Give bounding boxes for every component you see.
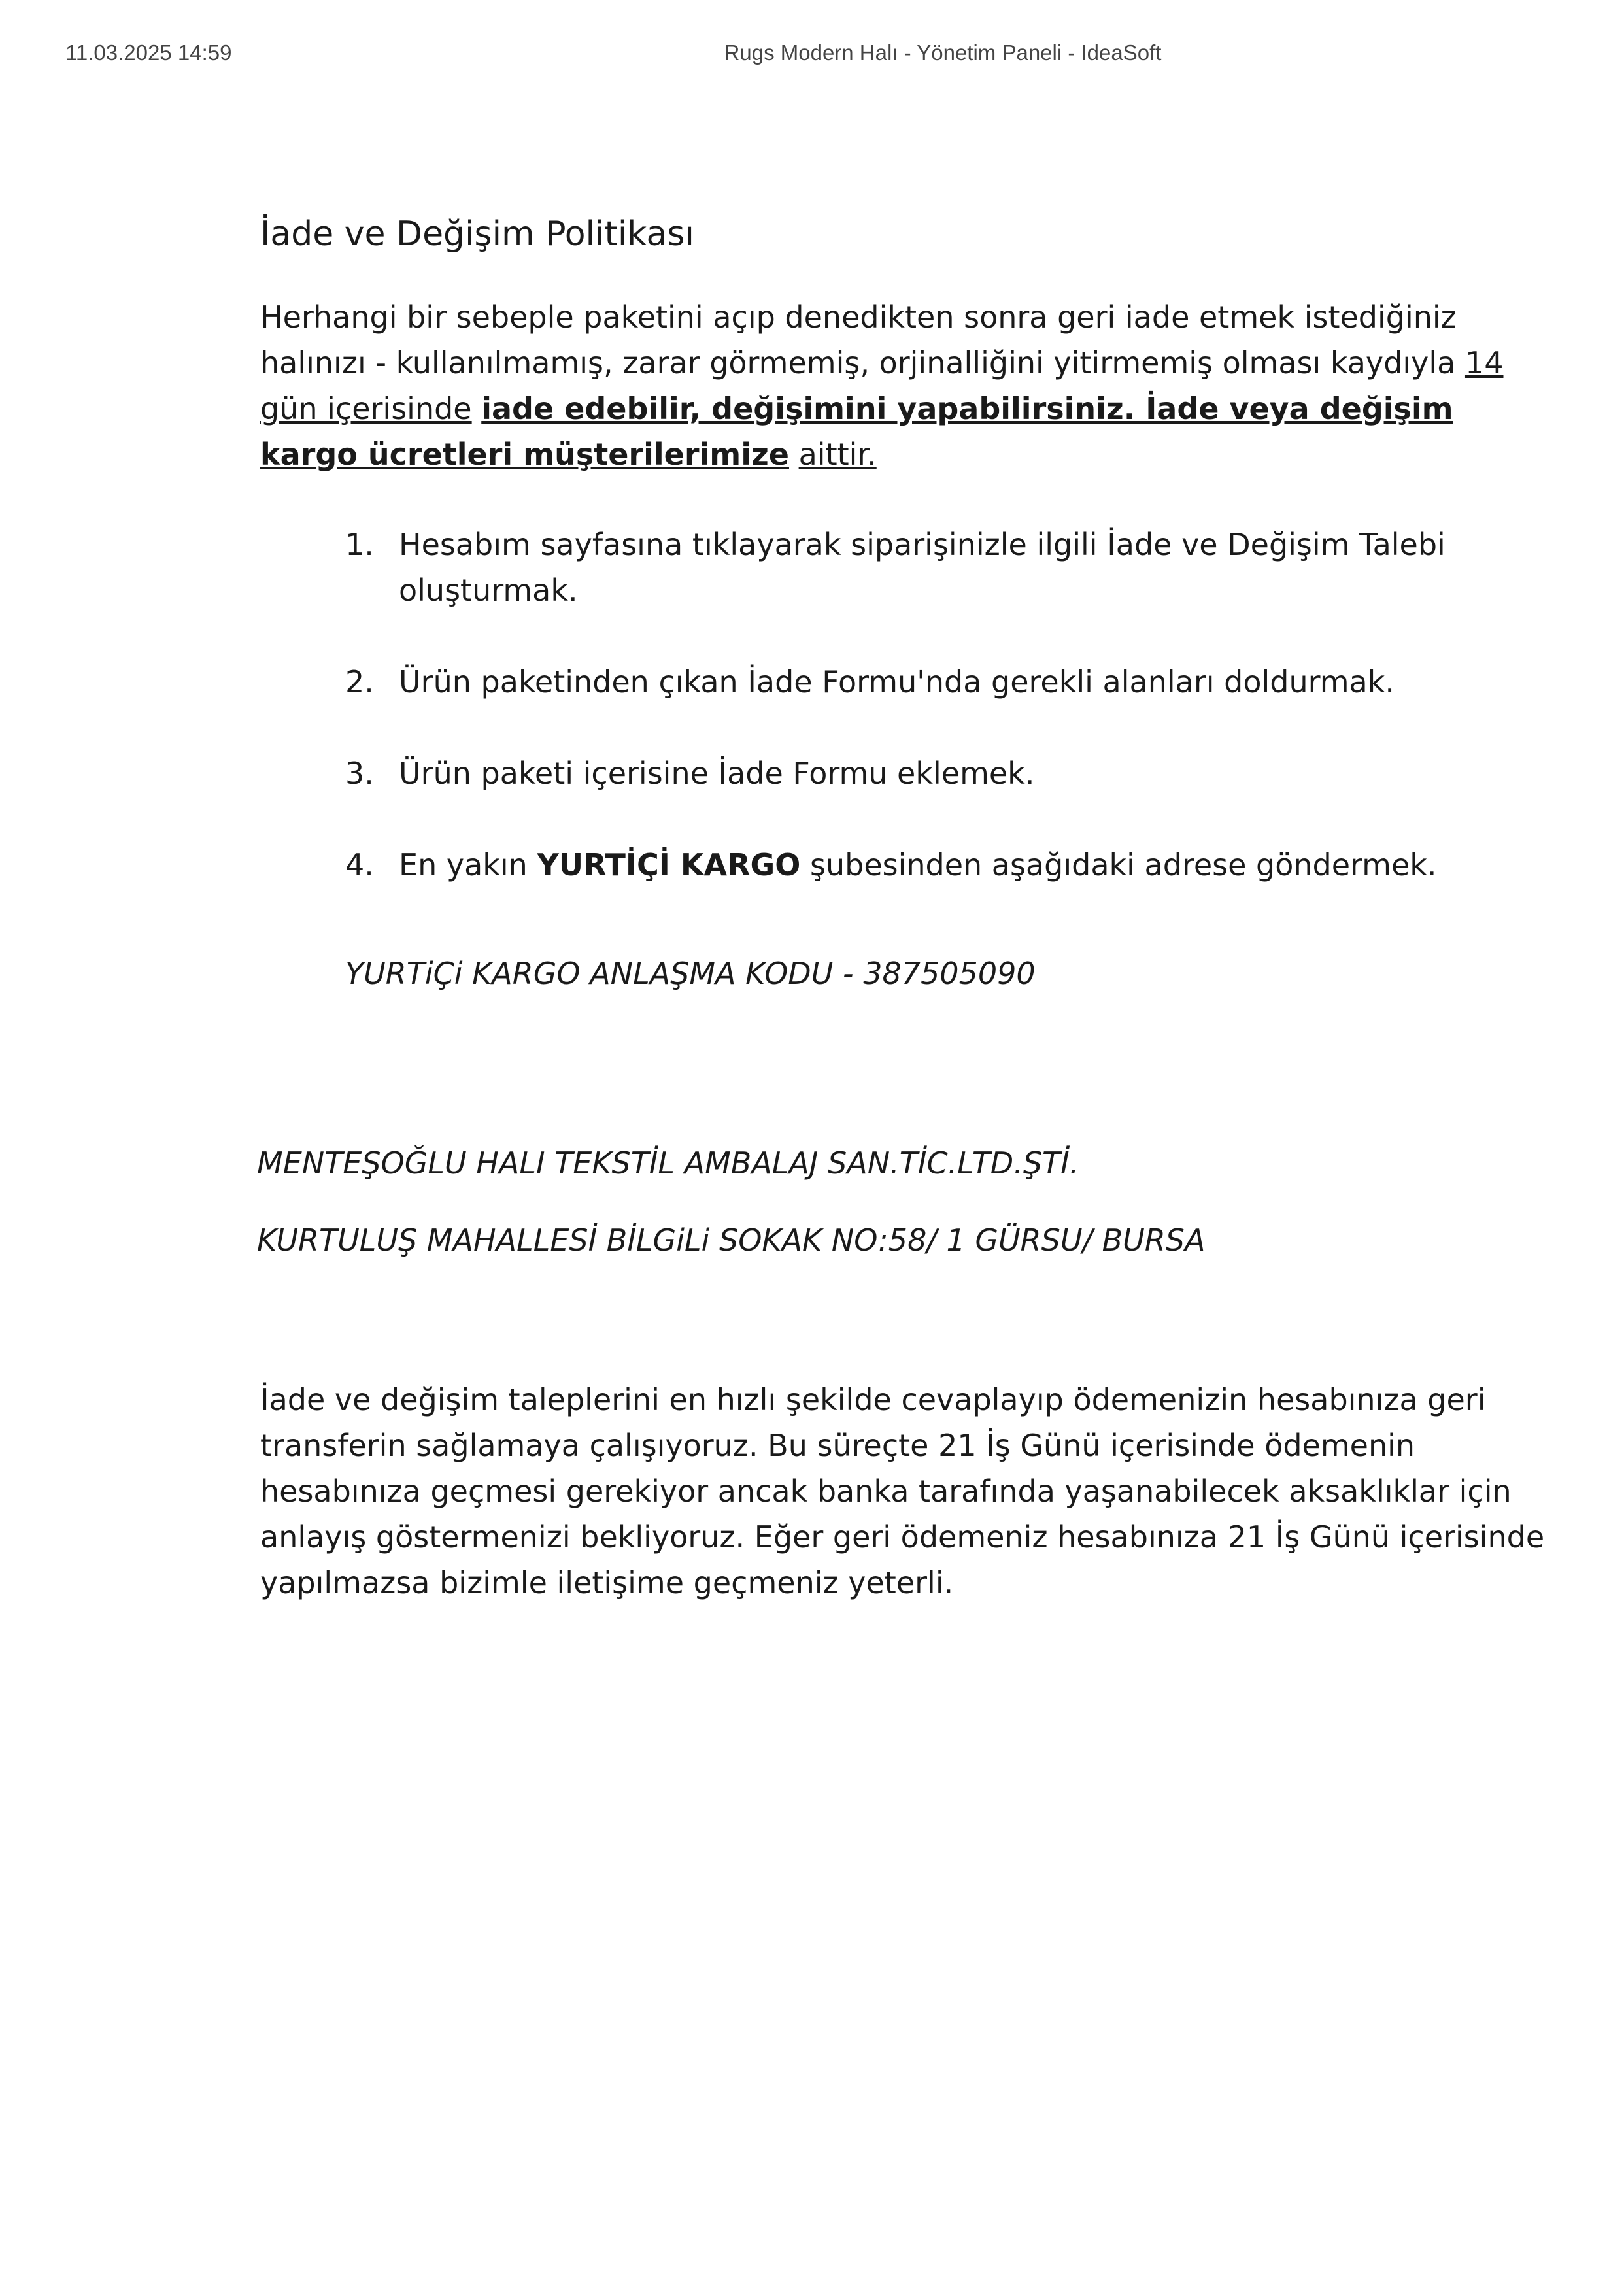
closing-paragraph: İade ve değişim taleplerini en hızlı şekilde cevaplayıp ödemenizin hesabınıza geri transferin sağlamaya çalışıyoruz. Bu süreçte 21 İş Günü içerisinde ödemenin hesabınıza geçmesi gerekiyor ancak banka tarafında yaşanabilecek aksaklıklar için anlayış göstermenizi bekliyoruz. Eğer geri ödemeniz hesabınıza 21 İş Günü içerisinde yapılmazsa bizimle iletişime geçmeniz yeterli. — [260, 1382, 1545, 1600]
company-name: MENTEŞOĞLU HALI TEKSTİL AMBALAJ SAN.TİC.LTD.ŞTİ. — [257, 1145, 1079, 1181]
intro-tail: aittir. — [798, 437, 877, 472]
step-text: Ürün paketi içerisine İade Formu eklemek. — [399, 756, 1035, 791]
cargo-agreement-code: YURTiÇi KARGO ANLAŞMA KODU - 387505090 — [345, 956, 1036, 991]
list-item — [260, 522, 1555, 613]
step-text-before: En yakın — [399, 847, 537, 883]
step-text: Ürün paketinden çıkan İade Formu'nda gerekli alanları doldurmak. — [399, 664, 1395, 700]
intro-return-conditions: iade edebilir, değişimini yapabilirsiniz. İade veya değişim kargo ücretleri müşterilerimize — [260, 391, 1453, 472]
cargo-company-name: YURTİÇİ KARGO — [537, 847, 801, 883]
print-header — [0, 41, 1624, 73]
list-item — [260, 842, 1555, 888]
list-item — [260, 659, 1555, 705]
print-page-title: Rugs Modern Halı - Yönetim Paneli - IdeaSoft — [724, 41, 1162, 65]
step-number: 4. — [345, 847, 374, 883]
print-date: 11.03.2025 14:59 — [65, 41, 232, 65]
step-number: 3. — [345, 756, 374, 791]
step-text-after: şubesinden aşağıdaki adrese göndermek. — [800, 847, 1437, 883]
list-item — [260, 751, 1555, 796]
intro-return-period: 14 gün içerisinde — [260, 345, 1504, 426]
step-number: 2. — [345, 664, 374, 700]
document-title: İade ve Değişim Politikası — [260, 214, 694, 254]
company-address: KURTULUŞ MAHALLESİ BİLGiLi SOKAK NO:58/ 1 GÜRSU/ BURSA — [257, 1223, 1206, 1258]
step-text: Hesabım sayfasına tıklayarak siparişinizle ilgili İade ve Değişim Talebi oluşturmak. — [399, 527, 1446, 608]
step-number: 1. — [345, 527, 374, 562]
return-steps-list — [260, 522, 1555, 888]
intro-text: Herhangi bir sebeple paketini açıp denedikten sonra geri iade etmek istediğiniz halınızı - kullanılmamış, zarar görmemiş, orjinalliğini yitirmemiş olması kaydıyla — [260, 299, 1465, 380]
policy-document — [257, 208, 1555, 1606]
intro-paragraph — [260, 294, 1555, 477]
